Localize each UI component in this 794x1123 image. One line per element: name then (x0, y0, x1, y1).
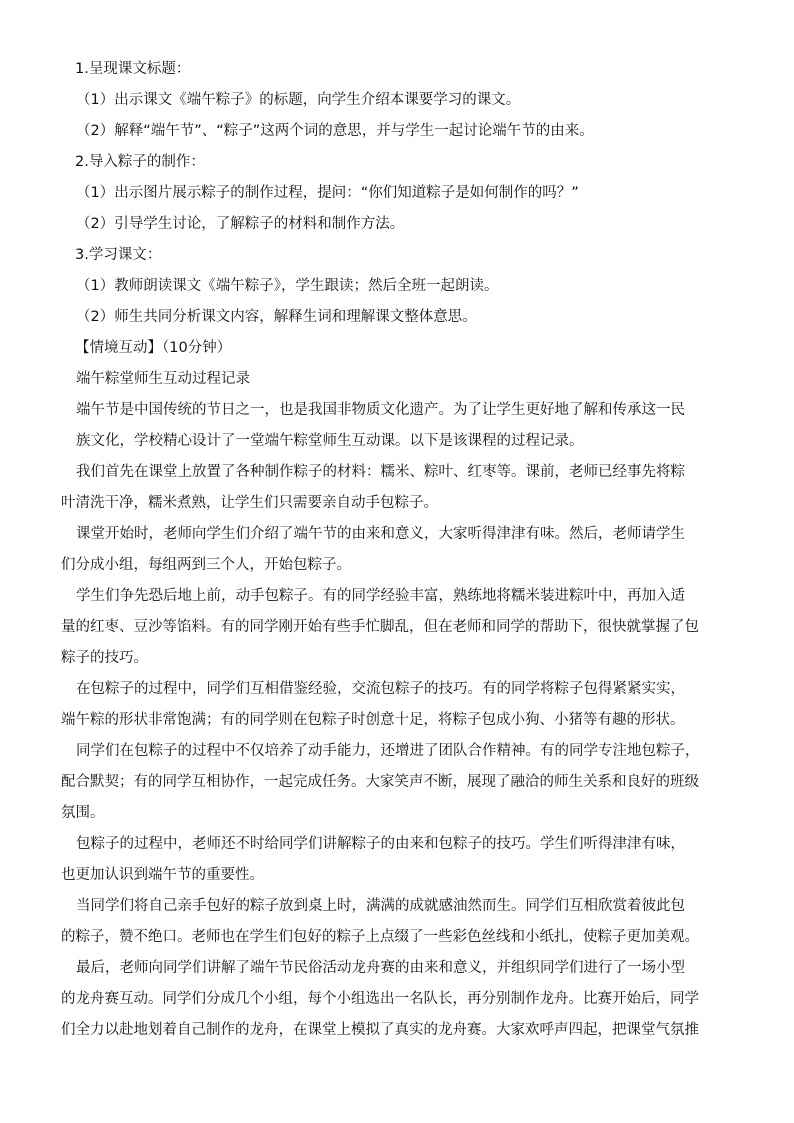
paragraph-line: 叶清洗干净，糯米煮熟，让学生们只需要亲自动手包粽子。 (61, 495, 438, 511)
list-item: （1）出示图片展示粽子的制作过程，提问：“你们知道粽子是如何制作的吗？” (76, 185, 579, 201)
paragraph-line: 最后，老师向同学们讲解了端午节民俗活动龙舟赛的由来和意义，并组织同学们进行了一场小型 (76, 960, 685, 976)
paragraph-line: 氛围。 (61, 805, 105, 821)
paragraph-line: 端午节是中国传统的节日之一，也是我国非物质文化遗产。为了让学生更好地了解和传承这一民 (76, 402, 685, 418)
list-item: （2）引导学生讨论，了解粽子的材料和制作方法。 (76, 216, 405, 232)
paragraph-line: 当同学们将自己亲手包好的粽子放到桌上时，满满的成就感油然而生。同学们互相欣赏着彼此包 (76, 898, 685, 914)
paragraph-line: 端午粽的形状非常饱满；有的同学则在包粽子时创意十足，将粽子包成小狗、小猪等有趣的形状。 (61, 712, 685, 728)
paragraph-line: 我们首先在课堂上放置了各种制作粽子的材料：糯米、粽叶、红枣等。课前，老师已经事先将粽 (76, 464, 685, 480)
paragraph-line: 包粽子的过程中，老师还不时给同学们讲解粽子的由来和包粽子的技巧。学生们听得津津有味， (76, 836, 685, 852)
section-heading-3: 3.学习课文： (75, 247, 162, 263)
paragraph-line: 在包粽子的过程中，同学们互相借鉴经验，交流包粽子的技巧。有的同学将粽子包得紧紧实实， (76, 681, 685, 697)
paragraph-line: 也更加认识到端午节的重要性。 (61, 867, 264, 883)
paragraph-line: 的粽子，赞不绝口。老师也在学生们包好的粽子上点缀了一些彩色丝线和小纸扎，使粽子更加美观。 (61, 929, 699, 945)
paragraph-line: 粽子的技巧。 (61, 650, 148, 666)
paragraph-line: 学生们争先恐后地上前，动手包粽子。有的同学经验丰富，熟练地将糯米装进粽叶中，再加入适 (76, 588, 685, 604)
record-title: 端午粽堂师生互动过程记录 (76, 371, 250, 387)
list-item: （1）教师朗读课文《端午粽子》，学生跟读；然后全班一起朗读。 (76, 278, 499, 294)
section-heading-2: 2.导入粽子的制作： (75, 154, 205, 170)
paragraph-line: 们全力以赴地划着自己制作的龙舟，在课堂上模拟了真实的龙舟赛。大家欢呼声四起，把课堂气氛推 (61, 1022, 699, 1038)
paragraph-line: 量的红枣、豆沙等馅料。有的同学刚开始有些手忙脚乱，但在老师和同学的帮助下，很快就掌握了包 (61, 619, 699, 635)
section-heading-1: 1.呈现课文标题： (75, 61, 191, 77)
list-item: （2）师生共同分析课文内容，解释生词和理解课文整体意思。 (76, 309, 477, 325)
paragraph-line: 同学们在包粽子的过程中不仅培养了动手能力，还增进了团队合作精神。有的同学专注地包粽子， (76, 743, 700, 759)
paragraph-line: 族文化，学校精心设计了一堂端午粽堂师生互动课。以下是该课程的过程记录。 (76, 433, 584, 449)
paragraph-line: 们分成小组，每组两到三个人，开始包粽子。 (61, 557, 351, 573)
section-heading-interaction: 【情境互动】（10分钟） (75, 340, 232, 356)
paragraph-line: 课堂开始时，老师向学生们介绍了端午节的由来和意义，大家听得津津有味。然后，老师请学生 (76, 526, 685, 542)
list-item: （2）解释“端午节”、“粽子”这两个词的意思，并与学生一起讨论端午节的由来。 (76, 123, 594, 139)
paragraph-line: 配合默契；有的同学互相协作，一起完成任务。大家笑声不断，展现了融洽的师生关系和良好的班级 (61, 774, 699, 790)
list-item: （1）出示课文《端午粽子》的标题，向学生介绍本课要学习的课文。 (76, 92, 521, 108)
paragraph-line: 的龙舟赛互动。同学们分成几个小组，每个小组选出一名队长，再分别制作龙舟。比赛开始后，同学 (61, 991, 699, 1007)
